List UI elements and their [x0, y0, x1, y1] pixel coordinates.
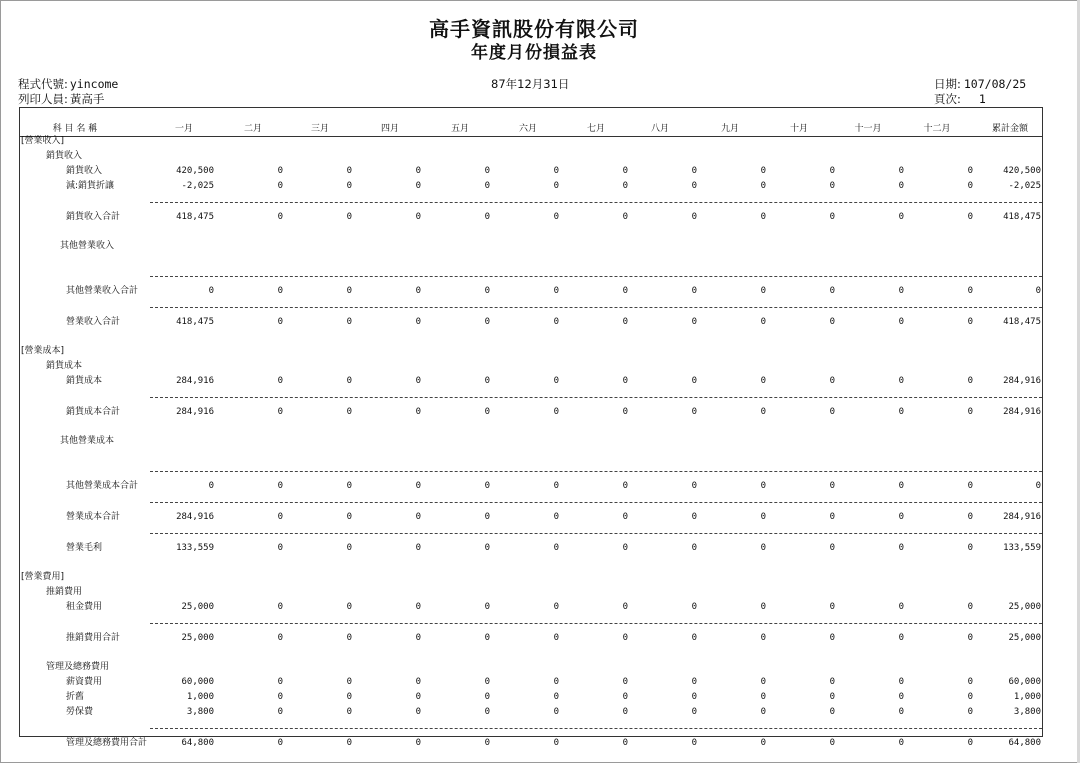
amount-cell: 0	[484, 738, 490, 748]
amount-cell: 0	[691, 602, 697, 612]
amount-cell: 0	[346, 707, 352, 717]
amount-cell: 0	[277, 738, 283, 748]
amount-cell: 0	[277, 512, 283, 522]
report-date: 87年12月31日	[491, 77, 570, 91]
amount-cell: 284,916	[1003, 512, 1041, 522]
amount-cell: 0	[553, 738, 559, 748]
printer-label: 列印人員:	[18, 92, 68, 106]
page-label: 頁次:	[934, 92, 961, 106]
amount-cell: 0	[691, 543, 697, 553]
amount-cell: 0	[553, 212, 559, 222]
amount-cell: 0	[898, 738, 904, 748]
amount-cell: 0	[415, 707, 421, 717]
header-rule	[20, 136, 1042, 137]
account-label: 其他營業成本合計	[66, 481, 139, 491]
section-heading: [營業成本]	[21, 346, 65, 356]
subtotal-rule	[150, 728, 1042, 729]
company-name: 高手資訊股份有限公司	[429, 17, 639, 41]
printer	[18, 91, 104, 107]
amount-cell: 0	[760, 738, 766, 748]
amount-cell: 0	[898, 543, 904, 553]
amount-cell: 0	[277, 317, 283, 327]
subtotal-rule	[150, 276, 1042, 277]
amount-cell: 0	[898, 692, 904, 702]
amount-cell: 0	[829, 543, 835, 553]
amount-cell: 0	[622, 181, 628, 191]
group-heading: 銷貨收入	[46, 151, 83, 161]
amount-cell: 0	[760, 543, 766, 553]
amount-cell: 0	[415, 481, 421, 491]
amount-cell: 0	[829, 602, 835, 612]
amount-cell: 0	[553, 543, 559, 553]
amount-cell: 3,800	[1013, 707, 1041, 717]
amount-cell: 0	[484, 317, 490, 327]
amount-cell: 0	[829, 166, 835, 176]
amount-cell: 0	[760, 481, 766, 491]
amount-cell: 0	[415, 317, 421, 327]
amount-cell: 0	[484, 181, 490, 191]
amount-cell: 0	[484, 407, 490, 417]
amount-cell: 0	[346, 166, 352, 176]
amount-cell: 0	[967, 376, 973, 386]
amount-cell: 0	[622, 512, 628, 522]
amount-cell: 0	[691, 212, 697, 222]
amount-cell: 0	[898, 407, 904, 417]
amount-cell: 0	[622, 481, 628, 491]
amount-cell: 0	[415, 738, 421, 748]
amount-cell: 0	[829, 481, 835, 491]
amount-cell: 0	[484, 376, 490, 386]
amount-cell: 420,500	[176, 166, 214, 176]
amount-cell: 0	[898, 212, 904, 222]
amount-cell: 0	[346, 738, 352, 748]
amount-cell: 418,475	[176, 317, 214, 327]
amount-cell: 0	[484, 286, 490, 296]
amount-cell: 0	[553, 512, 559, 522]
column-header: 十二月	[923, 124, 951, 134]
amount-cell: 0	[829, 692, 835, 702]
amount-cell: 0	[622, 692, 628, 702]
amount-cell: 0	[484, 166, 490, 176]
amount-cell: 0	[967, 738, 973, 748]
amount-cell: 0	[277, 602, 283, 612]
amount-cell: 420,500	[1003, 166, 1041, 176]
amount-cell: 0	[760, 602, 766, 612]
account-label: 營業成本合計	[66, 512, 121, 522]
amount-cell: 0	[415, 376, 421, 386]
amount-cell: 0	[277, 212, 283, 222]
amount-cell: 0	[346, 633, 352, 643]
amount-cell: 25,000	[181, 633, 214, 643]
column-header: 四月	[380, 124, 399, 134]
group-heading: 銷貨成本	[46, 361, 83, 371]
amount-cell: 284,916	[176, 512, 214, 522]
amount-cell: 284,916	[176, 407, 214, 417]
date-value: 107/08/25	[963, 77, 1027, 91]
amount-cell: 0	[691, 512, 697, 522]
amount-cell: 0	[898, 317, 904, 327]
amount-cell: 0	[484, 692, 490, 702]
amount-cell: 0	[967, 692, 973, 702]
amount-cell: 0	[553, 677, 559, 687]
program-label: 程式代號:	[18, 77, 68, 91]
amount-cell: 0	[829, 376, 835, 386]
amount-cell: 0	[1035, 286, 1041, 296]
amount-cell: 0	[622, 738, 628, 748]
amount-cell: 0	[415, 602, 421, 612]
amount-cell: 0	[415, 181, 421, 191]
amount-cell: 0	[484, 707, 490, 717]
amount-cell: 60,000	[181, 677, 214, 687]
amount-cell: 0	[829, 677, 835, 687]
amount-cell: 3,800	[186, 707, 214, 717]
printer-value: 黃高手	[69, 92, 105, 106]
amount-cell: 0	[691, 376, 697, 386]
account-label: 推銷費用合計	[66, 633, 121, 643]
amount-cell: 0	[622, 166, 628, 176]
amount-cell: 0	[346, 317, 352, 327]
amount-cell: 0	[967, 633, 973, 643]
amount-cell: 0	[553, 376, 559, 386]
amount-cell: 0	[346, 512, 352, 522]
amount-cell: 0	[829, 738, 835, 748]
amount-cell: 0	[967, 181, 973, 191]
account-label: 營業收入合計	[66, 317, 121, 327]
amount-cell: 0	[622, 602, 628, 612]
amount-cell: 0	[967, 707, 973, 717]
report-title: 年度月份損益表	[471, 43, 597, 63]
amount-cell: 0	[277, 376, 283, 386]
amount-cell: 0	[691, 181, 697, 191]
amount-cell: 284,916	[1003, 407, 1041, 417]
amount-cell: 0	[622, 677, 628, 687]
account-label: 減:銷貨折讓	[66, 181, 115, 191]
amount-cell: 0	[691, 738, 697, 748]
amount-cell: 0	[829, 407, 835, 417]
amount-cell: 0	[967, 286, 973, 296]
amount-cell: 0	[415, 286, 421, 296]
amount-cell: 0	[898, 707, 904, 717]
amount-cell: 0	[208, 481, 214, 491]
amount-cell: 0	[346, 286, 352, 296]
column-header: 十月	[789, 124, 808, 134]
amount-cell: 0	[967, 677, 973, 687]
subtotal-rule	[150, 502, 1042, 503]
amount-cell: 0	[415, 166, 421, 176]
amount-cell: 284,916	[176, 376, 214, 386]
amount-cell: 0	[760, 677, 766, 687]
amount-cell: 0	[760, 317, 766, 327]
amount-cell: 0	[691, 407, 697, 417]
column-header: 二月	[243, 124, 262, 134]
amount-cell: 0	[622, 376, 628, 386]
amount-cell: 133,559	[176, 543, 214, 553]
amount-cell: 0	[691, 707, 697, 717]
amount-cell: 0	[553, 181, 559, 191]
amount-cell: 133,559	[1003, 543, 1041, 553]
amount-cell: 0	[967, 512, 973, 522]
amount-cell: 0	[277, 707, 283, 717]
amount-cell: 25,000	[1008, 602, 1041, 612]
amount-cell: 64,800	[181, 738, 214, 748]
amount-cell: 0	[553, 317, 559, 327]
column-header: 一月	[174, 124, 193, 134]
amount-cell: 0	[415, 407, 421, 417]
group-heading: 其他營業收入	[60, 241, 115, 251]
account-label: 銷貨收入合計	[66, 212, 121, 222]
amount-cell: 0	[760, 707, 766, 717]
amount-cell: 0	[277, 481, 283, 491]
amount-cell: 0	[760, 212, 766, 222]
amount-cell: 0	[346, 181, 352, 191]
amount-cell: 25,000	[181, 602, 214, 612]
amount-cell: 0	[622, 633, 628, 643]
account-label: 勞保費	[66, 707, 94, 717]
amount-cell: 0	[553, 286, 559, 296]
income-table	[19, 107, 1043, 748]
amount-cell: 0	[760, 181, 766, 191]
section-heading: [營業收入]	[21, 136, 65, 146]
section-heading: [營業費用]	[21, 572, 65, 582]
amount-cell: 0	[967, 543, 973, 553]
amount-cell: 25,000	[1008, 633, 1041, 643]
amount-cell: 0	[829, 286, 835, 296]
amount-cell: 0	[829, 512, 835, 522]
amount-cell: 0	[622, 317, 628, 327]
amount-cell: 0	[622, 707, 628, 717]
account-label: 營業毛利	[66, 543, 103, 553]
amount-cell: 418,475	[1003, 317, 1041, 327]
amount-cell: 64,800	[1008, 738, 1041, 748]
amount-cell: 0	[277, 166, 283, 176]
column-header: 累計金額	[991, 124, 1028, 134]
amount-cell: 0	[760, 166, 766, 176]
amount-cell: 0	[415, 633, 421, 643]
account-label: 管理及總務費用合計	[66, 738, 148, 748]
amount-cell: 0	[760, 286, 766, 296]
account-label: 薪資費用	[66, 677, 103, 687]
account-label: 銷貨收入	[66, 166, 103, 176]
subtotal-rule	[150, 307, 1042, 308]
amount-cell: 0	[346, 212, 352, 222]
amount-cell: 0	[760, 633, 766, 643]
amount-cell: 0	[829, 212, 835, 222]
amount-cell: 0	[277, 407, 283, 417]
column-header: 六月	[518, 124, 537, 134]
amount-cell: 0	[829, 707, 835, 717]
subtotal-rule	[150, 533, 1042, 534]
amount-cell: 0	[898, 286, 904, 296]
amount-cell: 0	[691, 286, 697, 296]
column-header: 九月	[720, 124, 739, 134]
page-value: 1	[978, 92, 986, 106]
amount-cell: 0	[553, 602, 559, 612]
amount-cell: 0	[829, 633, 835, 643]
amount-cell: 0	[277, 181, 283, 191]
amount-cell: 0	[691, 166, 697, 176]
column-header: 七月	[586, 124, 605, 134]
account-label: 銷貨成本合計	[66, 407, 121, 417]
page-number	[934, 91, 986, 107]
amount-cell: 0	[346, 602, 352, 612]
amount-cell: 0	[277, 286, 283, 296]
amount-cell: 0	[829, 181, 835, 191]
amount-cell: 0	[967, 166, 973, 176]
subtotal-rule	[150, 202, 1042, 203]
amount-cell: 60,000	[1008, 677, 1041, 687]
amount-cell: 0	[553, 707, 559, 717]
amount-cell: 0	[967, 407, 973, 417]
amount-cell: 0	[760, 376, 766, 386]
amount-cell: 1,000	[186, 692, 214, 702]
amount-cell: 0	[346, 677, 352, 687]
amount-cell: 0	[484, 481, 490, 491]
program-value: yincome	[69, 77, 119, 91]
column-header: 八月	[650, 124, 669, 134]
account-label: 折舊	[66, 692, 85, 702]
amount-cell: 0	[484, 512, 490, 522]
amount-cell: 0	[484, 633, 490, 643]
amount-cell: 0	[898, 677, 904, 687]
program-code	[18, 76, 118, 92]
amount-cell: 0	[208, 286, 214, 296]
amount-cell: 0	[967, 481, 973, 491]
subtotal-rule	[150, 623, 1042, 624]
amount-cell: 0	[415, 212, 421, 222]
amount-cell: 0	[898, 512, 904, 522]
amount-cell: 0	[622, 286, 628, 296]
group-heading: 管理及總務費用	[46, 662, 110, 672]
amount-cell: 1,000	[1013, 692, 1041, 702]
account-label: 租金費用	[66, 602, 103, 612]
print-date	[934, 76, 1026, 92]
amount-cell: 0	[346, 407, 352, 417]
account-label: 銷貨成本	[66, 376, 103, 386]
amount-cell: 0	[967, 602, 973, 612]
amount-cell: 0	[484, 677, 490, 687]
amount-cell: 0	[967, 212, 973, 222]
amount-cell: 0	[898, 481, 904, 491]
amount-cell: 0	[622, 407, 628, 417]
amount-cell: 0	[415, 692, 421, 702]
amount-cell: 0	[622, 543, 628, 553]
amount-cell: 0	[898, 376, 904, 386]
amount-cell: 0	[691, 677, 697, 687]
column-header: 五月	[450, 124, 469, 134]
amount-cell: 0	[553, 633, 559, 643]
amount-cell: 0	[1035, 481, 1041, 491]
amount-cell: 418,475	[176, 212, 214, 222]
amount-cell: 0	[415, 512, 421, 522]
amount-cell: 284,916	[1003, 376, 1041, 386]
amount-cell: 0	[691, 317, 697, 327]
column-header: 三月	[310, 124, 329, 134]
amount-cell: -2,025	[181, 181, 214, 191]
column-header: 十一月	[854, 124, 882, 134]
amount-cell: 0	[967, 317, 973, 327]
amount-cell: -2,025	[1008, 181, 1041, 191]
amount-cell: 0	[898, 166, 904, 176]
date-label: 日期:	[934, 77, 961, 91]
amount-cell: 0	[277, 543, 283, 553]
amount-cell: 0	[484, 602, 490, 612]
amount-cell: 0	[898, 602, 904, 612]
amount-cell: 0	[346, 692, 352, 702]
amount-cell: 0	[346, 543, 352, 553]
column-header: 科 目 名 稱	[52, 124, 98, 134]
amount-cell: 0	[760, 407, 766, 417]
amount-cell: 0	[415, 677, 421, 687]
amount-cell: 0	[553, 166, 559, 176]
amount-cell: 0	[898, 181, 904, 191]
group-heading: 推銷費用	[46, 587, 83, 597]
amount-cell: 0	[277, 677, 283, 687]
amount-cell: 0	[691, 481, 697, 491]
amount-cell: 0	[760, 512, 766, 522]
amount-cell: 0	[415, 543, 421, 553]
subtotal-rule	[150, 397, 1042, 398]
amount-cell: 0	[553, 692, 559, 702]
amount-cell: 0	[346, 481, 352, 491]
amount-cell: 0	[829, 317, 835, 327]
amount-cell: 0	[277, 633, 283, 643]
amount-cell: 0	[691, 633, 697, 643]
group-heading: 其他營業成本	[60, 436, 115, 446]
amount-cell: 0	[277, 692, 283, 702]
account-label: 其他營業收入合計	[66, 286, 139, 296]
amount-cell: 0	[484, 543, 490, 553]
amount-cell: 0	[691, 692, 697, 702]
amount-cell: 0	[484, 212, 490, 222]
amount-cell: 0	[622, 212, 628, 222]
amount-cell: 0	[898, 633, 904, 643]
amount-cell: 418,475	[1003, 212, 1041, 222]
subtotal-rule	[150, 471, 1042, 472]
amount-cell: 0	[760, 692, 766, 702]
amount-cell: 0	[553, 407, 559, 417]
amount-cell: 0	[346, 376, 352, 386]
amount-cell: 0	[553, 481, 559, 491]
